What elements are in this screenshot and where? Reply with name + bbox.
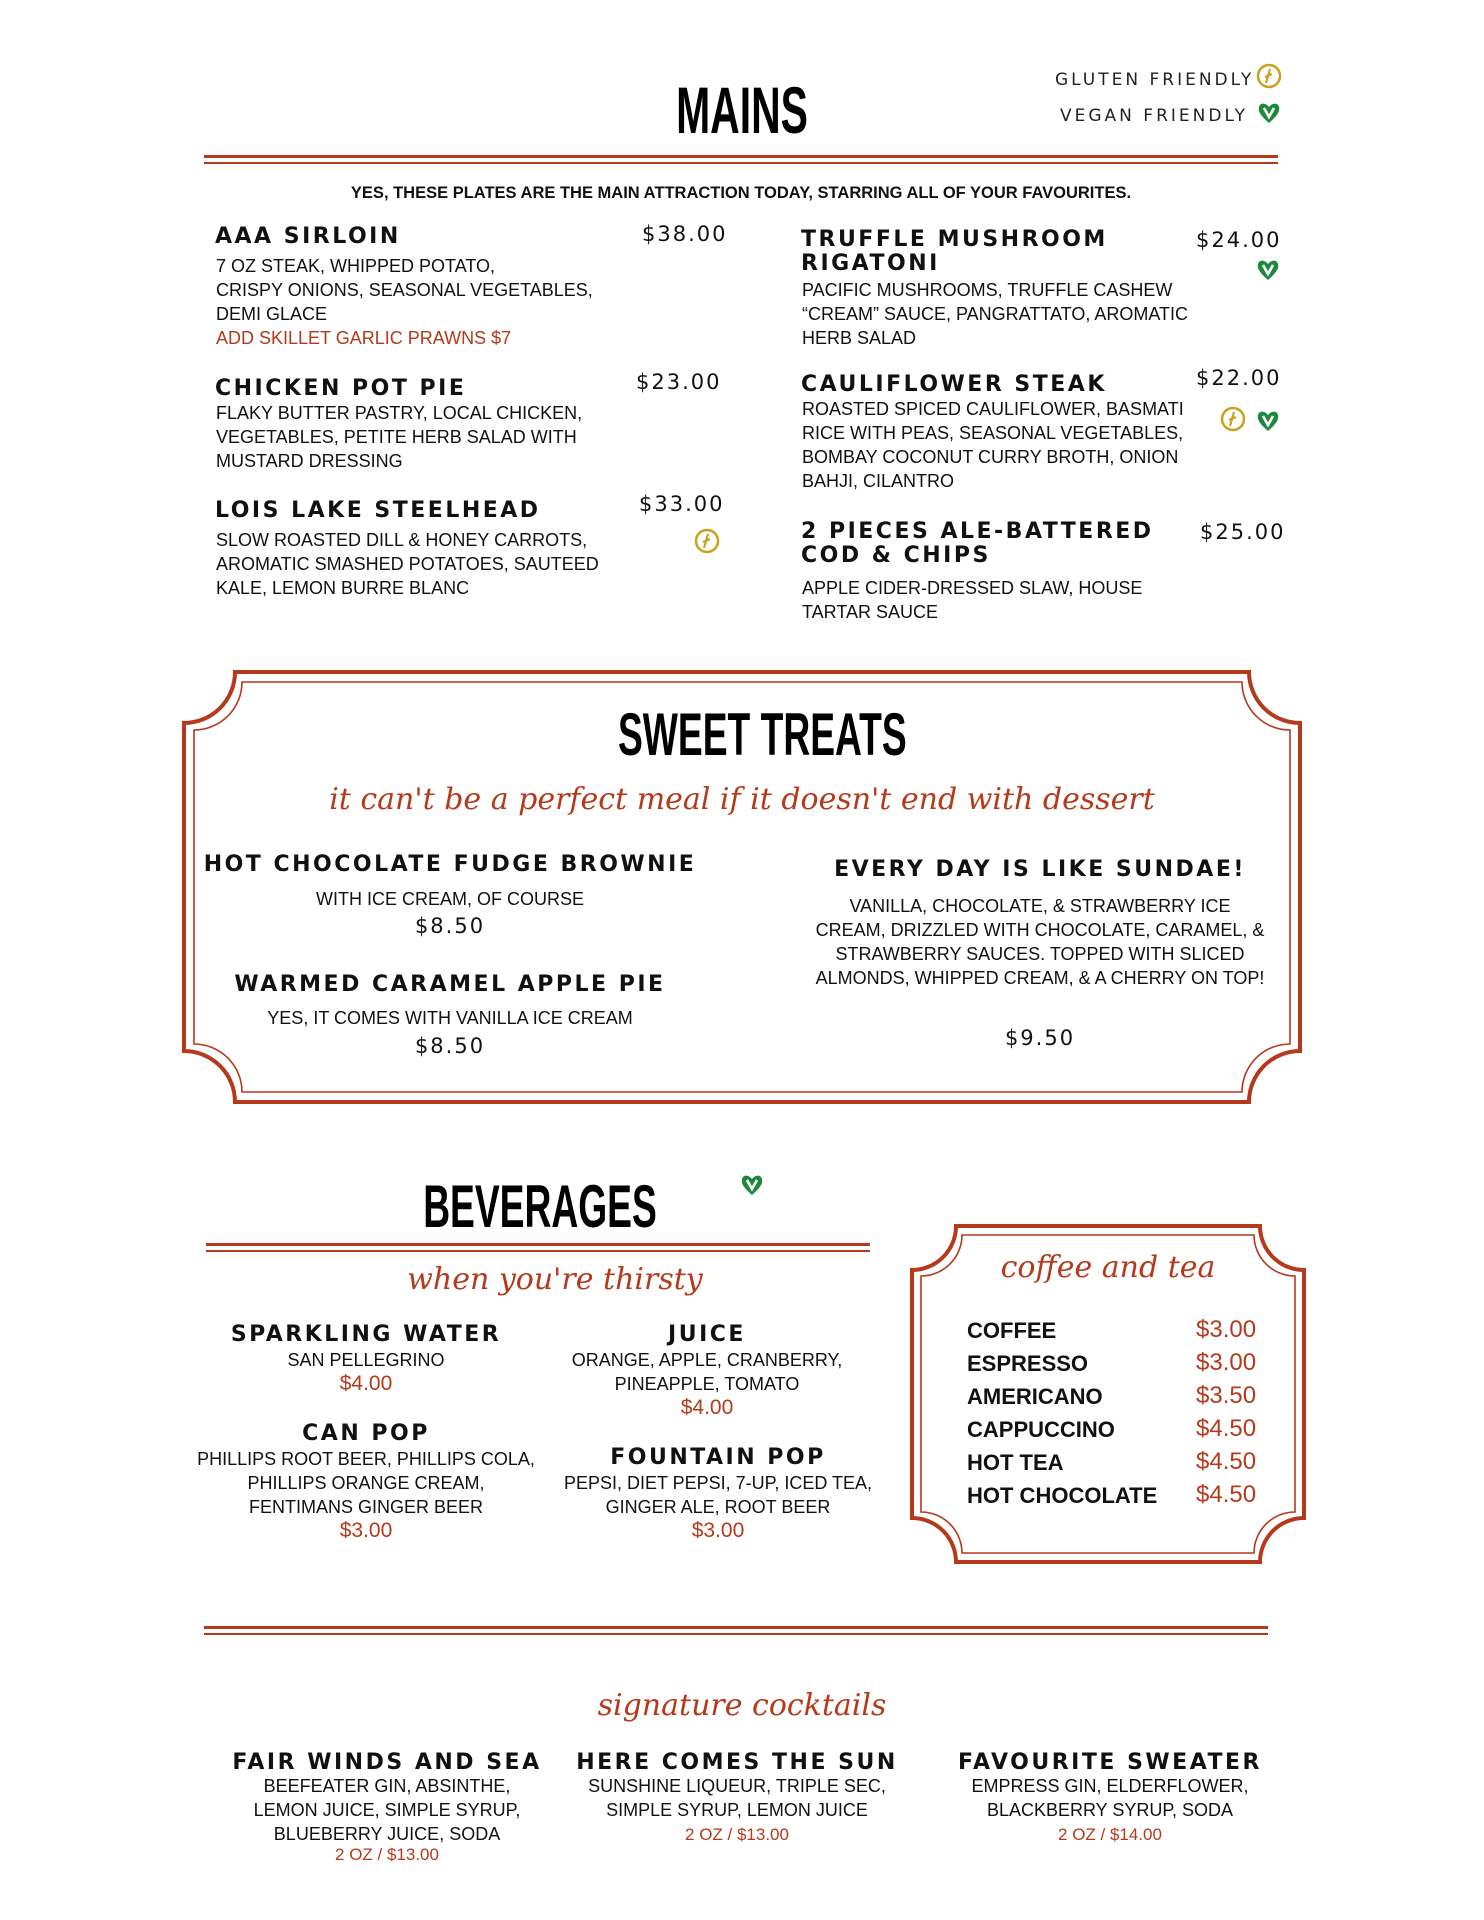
beverage-desc: PEPSI, DIET PEPSI, 7-UP, ICED TEA, GINGER ALE, ROOT BEER (563, 1473, 873, 1517)
dessert-name: EVERY DAY IS LIKE SUNDAE! (834, 857, 1246, 882)
beverage-price: $3.00 (691, 1519, 745, 1542)
main-item-desc: APPLE CIDER-DRESSED SLAW, HOUSE TARTAR SAUCE (802, 578, 1143, 622)
main-item-name: TRUFFLE MUSHROOM RIGATONI (801, 227, 1108, 276)
gluten-friendly-icon (1220, 406, 1246, 432)
coffee-item-name: AMERICANO (967, 1384, 1103, 1409)
main-item-price: $33.00 (639, 492, 725, 516)
vegan-heart-icon (1255, 257, 1281, 283)
vegan-heart-icon (739, 1172, 765, 1198)
dessert-name: WARMED CARAMEL APPLE PIE (234, 972, 666, 997)
main-item-price: $23.00 (636, 370, 722, 394)
cocktail-desc: SUNSHINE LIQUEUR, TRIPLE SEC, SIMPLE SYRUP, LEMON JUICE (588, 1776, 886, 1820)
beverages-title: BEVERAGES (423, 1173, 657, 1240)
dessert-desc: WITH ICE CREAM, OF COURSE (315, 889, 584, 909)
dessert-price: $8.50 (414, 914, 486, 938)
coffee-item-price: $3.00 (1196, 1349, 1257, 1376)
beverage-desc: PHILLIPS ROOT BEER, PHILLIPS COLA, PHILLIPS ORANGE CREAM, FENTIMANS GINGER BEER (197, 1449, 535, 1517)
cocktails-title: signature cocktails (597, 1688, 887, 1723)
mains-divider (204, 155, 1278, 164)
main-item-price: $22.00 (1196, 366, 1282, 390)
beverage-name: JUICE (668, 1322, 746, 1347)
main-item-desc: SLOW ROASTED DILL & HONEY CARROTS, AROMATIC SMASHED POTATOES, SAUTEED KALE, LEMON BURRE BLANC (216, 530, 599, 598)
coffee-item-price: $4.50 (1196, 1448, 1257, 1475)
cocktail-name: FAVOURITE SWEATER (958, 1750, 1262, 1775)
vegan-heart-icon (1256, 100, 1282, 126)
cocktail-desc: EMPRESS GIN, ELDERFLOWER, BLACKBERRY SYRUP, SODA (971, 1776, 1249, 1820)
main-item-name: CHICKEN POT PIE (215, 376, 467, 401)
dessert-desc: VANILLA, CHOCOLATE, & STRAWBERRY ICE CREAM, DRIZZLED WITH CHOCOLATE, CARAMEL, & STRAWBERRY SAUCES. TOPPED WITH SLICED ALMONDS, WHIPPED CREAM, & A CHERRY ON TOP! (815, 896, 1265, 988)
beverage-name: SPARKLING WATER (230, 1322, 502, 1347)
cocktail-price: 2 OZ / $14.00 (1058, 1825, 1162, 1844)
sweets-title: SWEET TREATS (618, 701, 907, 768)
main-item-price: $25.00 (1200, 520, 1286, 544)
coffee-item-name: COFFEE (967, 1318, 1057, 1343)
cocktail-price: 2 OZ / $13.00 (335, 1845, 439, 1864)
main-item-name: 2 PIECES ALE-BATTERED COD & CHIPS (801, 519, 1154, 568)
beverage-name: FOUNTAIN POP (610, 1445, 826, 1470)
main-item-addon: ADD SKILLET GARLIC PRAWNS $7 (216, 328, 512, 348)
main-item-name: CAULIFLOWER STEAK (801, 372, 1107, 397)
beverages-subtitle: when you're thirsty (407, 1262, 703, 1297)
cocktail-name: FAIR WINDS AND SEA (232, 1750, 542, 1775)
gluten-friendly-icon (1256, 63, 1282, 89)
cocktails-divider (204, 1626, 1268, 1635)
main-item-price: $24.00 (1196, 228, 1282, 252)
coffee-item-name: HOT TEA (967, 1450, 1064, 1475)
beverage-desc: ORANGE, APPLE, CRANBERRY, PINEAPPLE, TOMATO (571, 1350, 843, 1394)
dessert-name: HOT CHOCOLATE FUDGE BROWNIE (203, 852, 697, 877)
coffee-item-price: $3.50 (1196, 1382, 1257, 1409)
legend-vegan-label: VEGAN FRIENDLY (1060, 106, 1249, 126)
cocktail-name: HERE COMES THE SUN (576, 1750, 898, 1775)
mains-tagline: YES, THESE PLATES ARE THE MAIN ATTRACTION TODAY, STARRING ALL OF YOUR FAVOURITES. (350, 184, 1132, 202)
main-item-desc: 7 OZ STEAK, WHIPPED POTATO, CRISPY ONIONS, SEASONAL VEGETABLES, DEMI GLACE ADD SKILLET GARLIC PRAWNS $7 (216, 256, 593, 348)
cocktail-price: 2 OZ / $13.00 (685, 1825, 789, 1844)
coffee-item-name: ESPRESSO (967, 1351, 1089, 1376)
main-item-desc: FLAKY BUTTER PASTRY, LOCAL CHICKEN, VEGETABLES, PETITE HERB SALAD WITH MUSTARD DRESSING (216, 403, 583, 471)
dessert-desc: YES, IT COMES WITH VANILLA ICE CREAM (267, 1008, 633, 1028)
coffee-title: coffee and tea (1000, 1250, 1216, 1285)
main-item-desc: PACIFIC MUSHROOMS, TRUFFLE CASHEW “CREAM” SAUCE, PANGRATTATO, AROMATIC HERB SALAD (802, 280, 1189, 348)
dessert-price: $8.50 (414, 1034, 486, 1058)
main-item-name: LOIS LAKE STEELHEAD (215, 498, 541, 523)
legend-gluten-label: GLUTEN FRIENDLY (1055, 70, 1255, 90)
dessert-price: $9.50 (1004, 1026, 1076, 1050)
beverage-desc: SAN PELLEGRINO (287, 1350, 445, 1370)
cocktail-desc: BEEFEATER GIN, ABSINTHE, LEMON JUICE, SIMPLE SYRUP, BLUEBERRY JUICE, SODA (253, 1776, 521, 1844)
gluten-friendly-icon (694, 528, 720, 554)
coffee-item-price: $4.50 (1196, 1481, 1257, 1508)
main-item-name: AAA SIRLOIN (215, 224, 401, 249)
mains-title: MAINS (676, 73, 808, 147)
coffee-item-price: $3.00 (1196, 1316, 1257, 1343)
main-item-desc: ROASTED SPICED CAULIFLOWER, BASMATI RICE WITH PEAS, SEASONAL VEGETABLES, BOMBAY COCONUT CURRY BROTH, ONION BAHJI, CILANTRO (802, 399, 1184, 491)
beverage-price: $3.00 (339, 1519, 393, 1542)
beverages-divider (206, 1243, 870, 1252)
main-item-price: $38.00 (642, 222, 728, 246)
beverage-price: $4.00 (339, 1372, 393, 1395)
sweets-subtitle: it can't be a perfect meal if it doesn't end with dessert (329, 782, 1155, 817)
coffee-item-price: $4.50 (1196, 1415, 1257, 1442)
beverage-price: $4.00 (680, 1396, 734, 1419)
coffee-item-name: CAPPUCCINO (967, 1417, 1115, 1442)
beverage-name: CAN POP (302, 1421, 430, 1446)
coffee-item-name: HOT CHOCOLATE (967, 1483, 1158, 1508)
vegan-heart-icon (1255, 408, 1281, 434)
